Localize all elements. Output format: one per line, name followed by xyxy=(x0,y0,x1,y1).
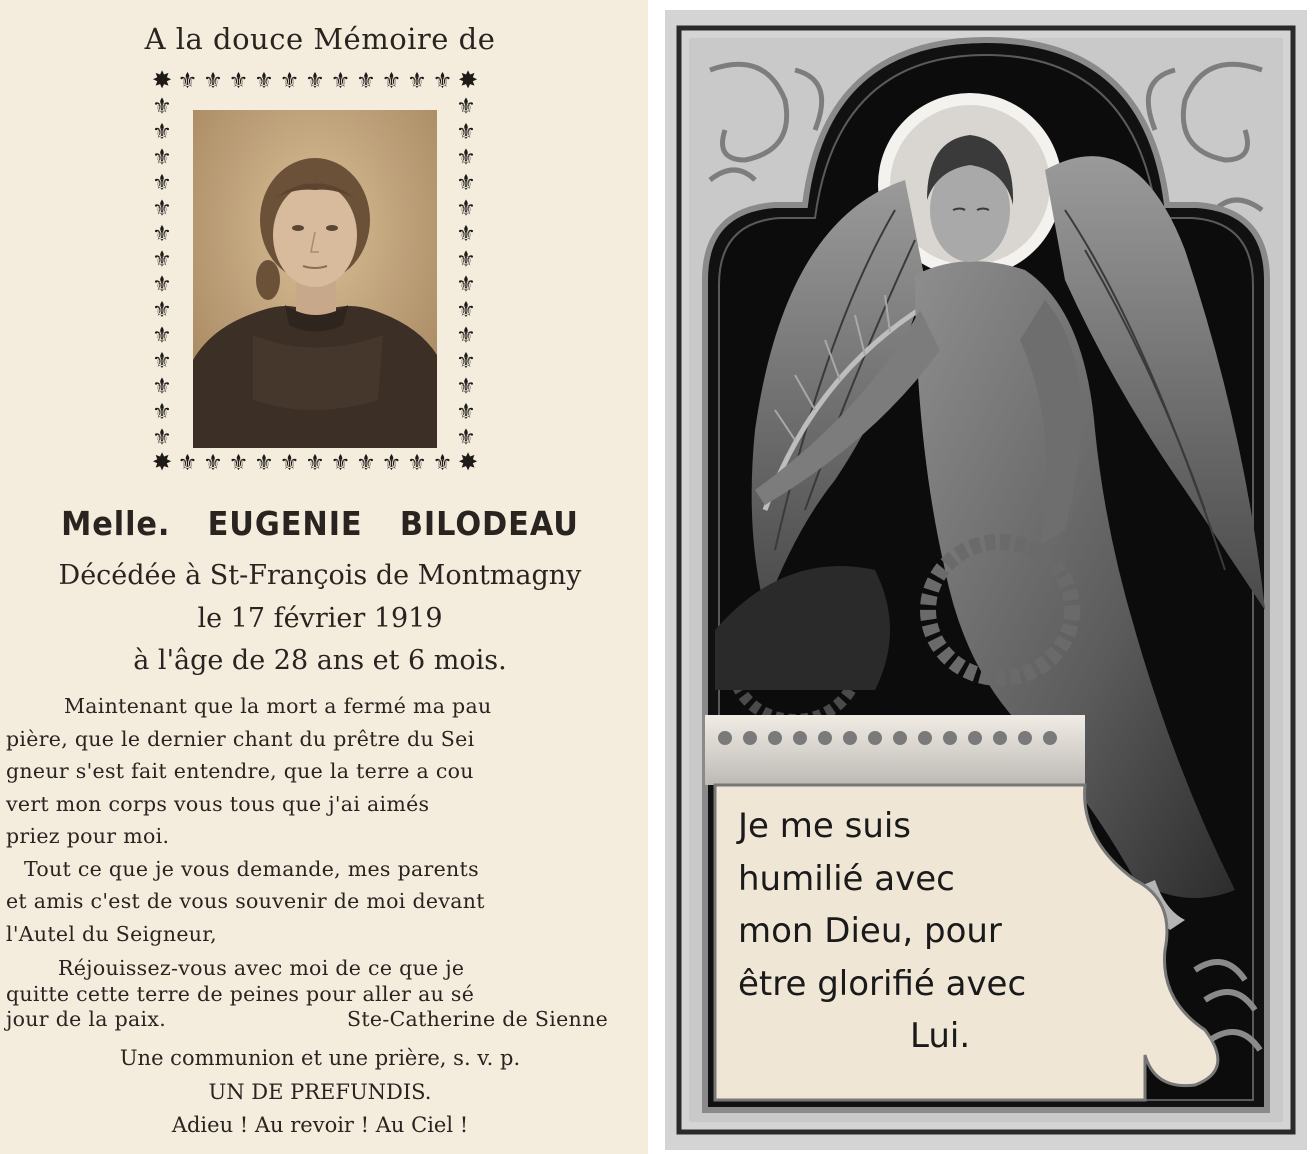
fleur-de-lis-icon: ⚜ xyxy=(152,374,172,400)
fleur-de-lis-icon: ⚜ xyxy=(456,119,476,145)
prayer-text xyxy=(6,690,608,1032)
memorial-card-front xyxy=(0,0,648,1154)
prayer-line: et amis c'est de vous souvenir de moi devant xyxy=(6,889,485,913)
fleur-de-lis-icon: ⚜ xyxy=(456,247,476,273)
fleur-de-lis-icon: ⚜ xyxy=(203,451,223,472)
prayer-line: priez pour moi. xyxy=(6,824,170,848)
fleur-de-lis-icon: ⚜ xyxy=(177,69,198,94)
fleur-de-lis-icon: ⚜ xyxy=(356,451,376,472)
verse-line: humilié avec xyxy=(738,858,955,899)
deceased-name xyxy=(26,504,615,543)
fleur-de-lis-icon: ⚜ xyxy=(407,69,427,94)
name-title: Melle. xyxy=(61,504,171,543)
frame-rosette-icon: ✸ xyxy=(151,448,173,472)
fleur-de-lis-icon: ⚜ xyxy=(152,221,172,247)
fleur-de-lis-icon: ⚜ xyxy=(152,272,172,298)
fleur-de-lis-icon: ⚜ xyxy=(305,69,325,94)
fleur-de-lis-icon: ⚜ xyxy=(152,196,172,222)
farewell: Adieu ! Au revoir ! Au Ciel ! xyxy=(171,1113,469,1137)
fleur-de-lis-icon: ⚜ xyxy=(228,69,249,94)
prayer-line: l'Autel du Seigneur, xyxy=(6,921,217,946)
fleur-de-lis-icon: ⚜ xyxy=(152,298,172,324)
fleur-de-lis-icon: ⚜ xyxy=(152,400,172,426)
fleur-de-lis-icon: ⚜ xyxy=(456,221,476,247)
fleur-de-lis-icon: ⚜ xyxy=(456,349,476,375)
fleur-de-lis-icon: ⚜ xyxy=(228,451,249,472)
prayer-line: gneur s'est fait entendre, que la terre a cou xyxy=(6,759,474,783)
prayer-line: quitte cette terre de peines pour aller au sé xyxy=(6,982,475,1006)
prayer-line: pière, que le dernier chant du prêtre du Sei xyxy=(6,726,475,751)
communion-request: Une communion et une prière, s. v. p. xyxy=(119,1046,521,1070)
fleur-de-lis-icon: ⚜ xyxy=(330,451,351,472)
fleur-de-lis-icon: ⚜ xyxy=(152,425,172,451)
fleur-de-lis-icon: ⚜ xyxy=(456,196,476,222)
prayer-line: Maintenant que la mort a fermé ma pau xyxy=(64,694,492,718)
fleur-de-lis-icon: ⚜ xyxy=(305,451,325,472)
frame-rosette-icon: ✸ xyxy=(457,448,479,472)
fleur-de-lis-icon: ⚜ xyxy=(152,170,172,196)
fleur-de-lis-icon: ⚜ xyxy=(381,69,402,94)
fleur-de-lis-icon: ⚜ xyxy=(407,451,427,472)
prayer-line: jour de la paix. xyxy=(6,1007,167,1031)
fleur-de-lis-icon: ⚜ xyxy=(456,145,476,171)
fleur-de-lis-icon: ⚜ xyxy=(152,119,172,145)
frame-rosette-icon: ✸ xyxy=(151,68,173,94)
fleur-de-lis-icon: ⚜ xyxy=(152,94,172,120)
verse-line: Lui. xyxy=(910,1016,971,1056)
verse-line: être glorifié avec xyxy=(738,963,1027,1004)
death-place: Décédée à St-François de Montmagny xyxy=(58,560,582,591)
fleur-de-lis-icon: ⚜ xyxy=(356,69,376,94)
frame-rosette-icon: ✸ xyxy=(457,68,479,94)
prayer-line: vert mon corps vous tous que j'ai aimés xyxy=(6,791,430,816)
last-name: BILODEAU xyxy=(399,504,579,543)
fleur-de-lis-icon: ⚜ xyxy=(279,451,300,472)
verse-line: Je me suis xyxy=(738,806,912,846)
prayer-line: Réjouissez-vous avec moi de ce que je xyxy=(58,956,465,980)
fleur-de-lis-icon: ⚜ xyxy=(456,374,476,400)
fleur-de-lis-icon: ⚜ xyxy=(432,451,453,472)
fleur-de-lis-icon: ⚜ xyxy=(456,94,476,120)
fleur-de-lis-icon: ⚜ xyxy=(456,400,476,426)
fleur-de-lis-icon: ⚜ xyxy=(330,69,351,94)
fleur-de-lis-icon: ⚜ xyxy=(152,323,172,349)
fleur-de-lis-icon: ⚜ xyxy=(456,323,476,349)
fleur-de-lis-icon: ⚜ xyxy=(456,298,476,324)
verse-line: mon Dieu, pour xyxy=(738,911,1002,951)
fleur-de-lis-icon: ⚜ xyxy=(152,349,172,375)
age-at-death: à l'âge de 28 ans et 6 mois. xyxy=(133,645,507,676)
memorial-heading: A la douce Mémoire de xyxy=(144,22,496,56)
fleur-de-lis-icon: ⚜ xyxy=(152,247,172,273)
fleur-de-lis-icon: ⚜ xyxy=(177,451,198,472)
fleur-de-lis-icon: ⚜ xyxy=(152,145,172,171)
prayer-name: UN DE PREFUNDIS. xyxy=(208,1080,432,1104)
fleur-de-lis-icon: ⚜ xyxy=(456,272,476,298)
fleur-de-lis-icon: ⚜ xyxy=(279,69,300,94)
fleur-de-lis-icon: ⚜ xyxy=(254,69,274,94)
fleur-de-lis-icon: ⚜ xyxy=(381,451,402,472)
fleur-de-lis-icon: ⚜ xyxy=(254,451,274,472)
prayer-line: Tout ce que je vous demande, mes parents xyxy=(24,856,479,881)
first-name: EUGENIE xyxy=(207,504,363,543)
fleur-de-lis-icon: ⚜ xyxy=(432,69,453,94)
portrait-photo xyxy=(193,110,437,448)
death-date: le 17 février 1919 xyxy=(197,603,443,634)
scripture-verse xyxy=(738,800,1138,1063)
fleur-de-lis-icon: ⚜ xyxy=(456,170,476,196)
fleur-de-lis-icon: ⚜ xyxy=(456,425,476,451)
attribution: Ste-Catherine de Sienne xyxy=(347,1007,608,1031)
fleur-de-lis-icon: ⚜ xyxy=(203,69,223,94)
